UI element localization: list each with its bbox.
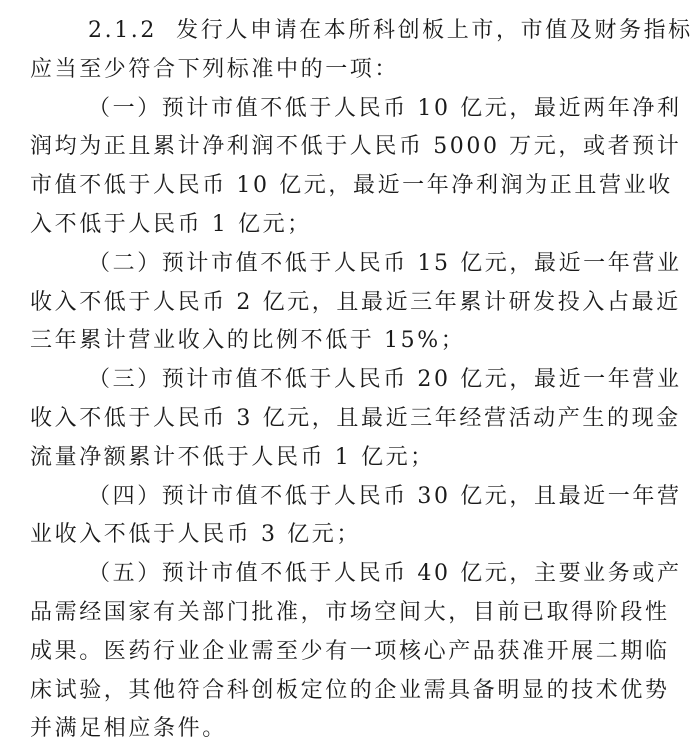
text-line: （一）预计市值不低于人民币 10 亿元，最近两年净利 <box>88 95 682 121</box>
text-line: 市值不低于人民币 10 亿元，最近一年净利润为正且营业收 <box>30 173 673 199</box>
text-line: （三）预计市值不低于人民币 20 亿元，最近一年营业 <box>88 367 682 393</box>
text-line: 润均为正且累计净利润不低于人民币 5000 万元，或者预计 <box>30 134 682 160</box>
text-line: （四）预计市值不低于人民币 30 亿元，且最近一年营 <box>88 483 682 509</box>
text-line: 流量净额累计不低于人民币 1 亿元； <box>30 444 435 470</box>
text-line: 业收入不低于人民币 3 亿元； <box>30 522 361 548</box>
text-line: 入不低于人民币 1 亿元； <box>30 211 312 237</box>
text-line: 床试验，其他符合科创板定位的企业需具备明显的技术优势 <box>30 677 670 703</box>
text-line: 成果。医药行业企业需至少有一项核心产品获准开展二期临 <box>30 638 670 664</box>
text-line: 应当至少符合下列标准中的一项： <box>30 56 400 82</box>
text-line: 收入不低于人民币 3 亿元，且最近三年经营活动产生的现金 <box>30 405 681 431</box>
text-line: （五）预计市值不低于人民币 40 亿元，主要业务或产 <box>88 561 682 587</box>
text-line: （二）预计市值不低于人民币 15 亿元，最近一年营业 <box>88 250 682 276</box>
document-body <box>30 12 693 749</box>
text-line: 三年累计营业收入的比例不低于 15%； <box>30 328 466 354</box>
text-line: 品需经国家有关部门批准，市场空间大，目前已取得阶段性 <box>30 599 670 625</box>
text-line: 收入不低于人民币 2 亿元，且最近三年累计研发投入占最近 <box>30 289 681 315</box>
text-line: 并满足相应条件。 <box>30 716 227 742</box>
text-line: 2.1.2 发行人申请在本所科创板上市，市值及财务指标 <box>88 18 693 43</box>
